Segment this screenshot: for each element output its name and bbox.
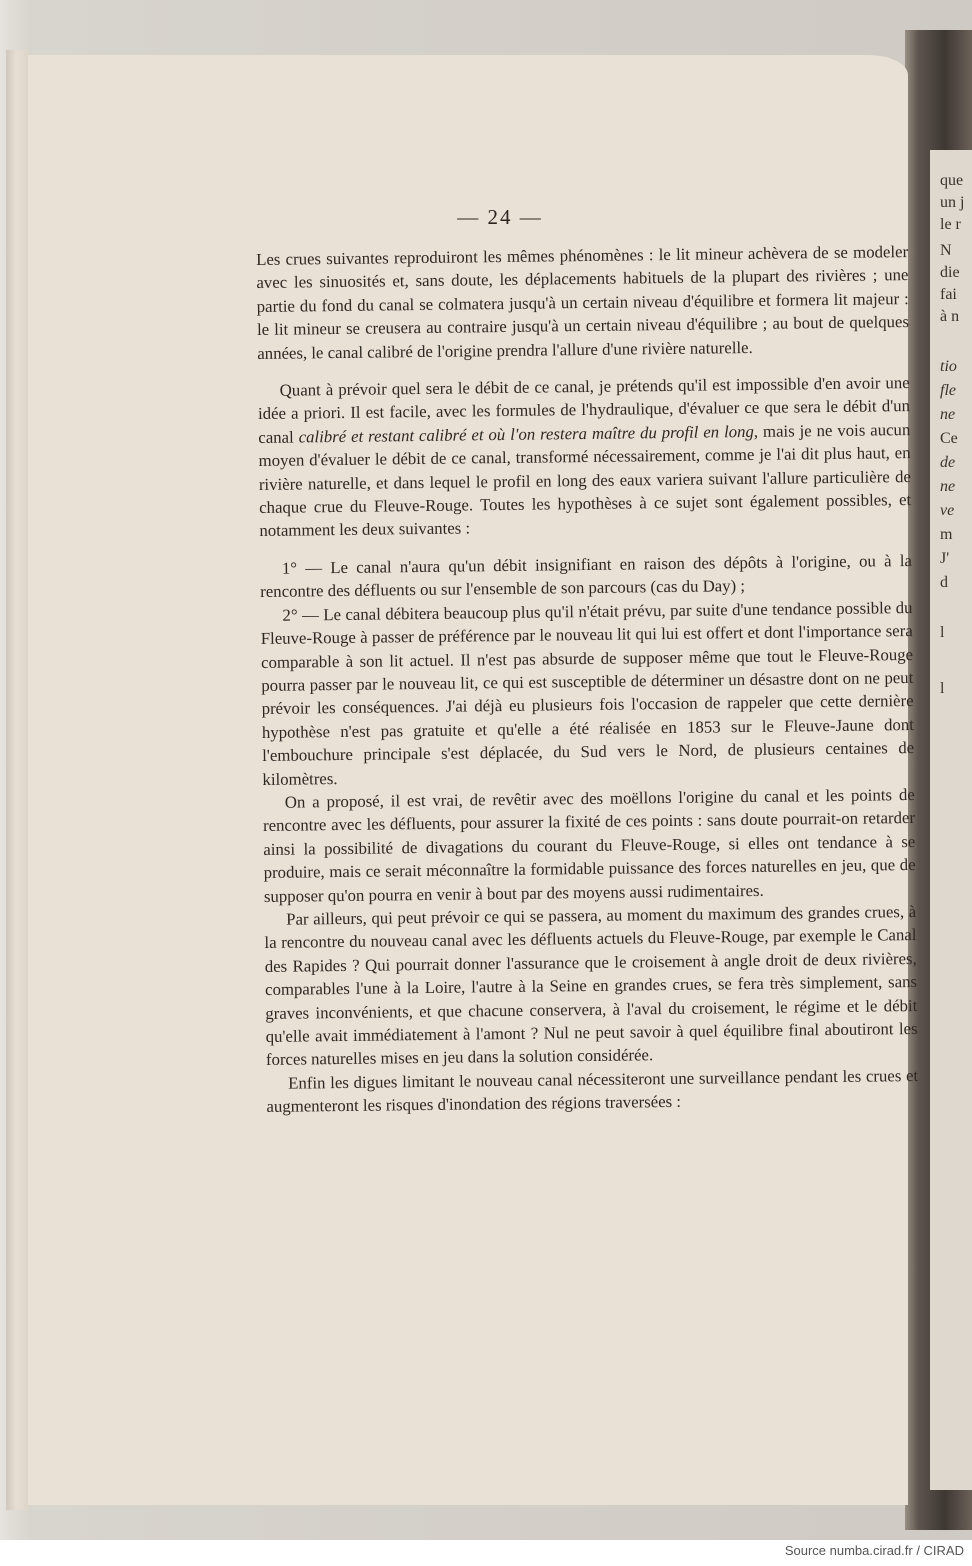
facing-page-fragment: que [940,172,964,189]
italic-phrase: calibré et restant calibré et où l'on restera maître du profil en long [298,421,754,447]
page-number: — 24 — [457,205,543,229]
source-credit: Source numba.cirad.fr / CIRAD [784,1543,964,1558]
list-item: 2° — Le canal débitera beaucoup plus qu'il n'était prévu, par suite d'une tendance possible du Fleuve-Rouge à passer de préférence par le nouveau lit qui lui est offert et dont l'importance sera comparable à son lit actuel. Il n'est pas absurde de supposer même que tout le Fleuve-Rouge pourra passer par le nouveau lit, ce qui est susceptible de déterminer un désastre dont on ne peut prévoir les conséquences. J'ai déjà eu plusieurs fois l'occasion de rappeler que cette dernière hypothèse n'est pas gratuite et qu'elle a été réalisée en 1853 sur le Fleuve-Jaune dont l'embouchure principale s'est déplacée, du Sud vers le Nord, de plusieurs centaines de kilomètres. [260,597,915,789]
facing-page-fragment: l [940,680,945,697]
facing-page-fragment: ve [940,502,955,519]
facing-page-fragment: à n [940,308,960,325]
body-text [256,240,919,1119]
facing-page-fragment: N [940,242,952,259]
facing-page-fragment: fle [940,382,956,399]
facing-page-fragment: un j [940,194,965,211]
facing-page-fragment: die [940,264,960,281]
facing-page-fragment: de [940,454,956,471]
facing-page-fragment: Ce [940,430,958,447]
page-stack-edge [6,50,30,1510]
facing-page-fragment: l [940,624,945,641]
facing-page-fragment: tio [940,358,957,375]
paragraph-text: , mais je ne vois aucun moyen d'évaluer le débit de ce canal, transformé nécessairement, comme je l'ai dit plus haut, en rivière naturelle, et dans lequel le profil en long des eaux variera suivant l'allure particulière de chaque crue du Fleuve-Rouge. Toutes les hypothèses à ce sujet sont également possibles, et notamment les deux suivantes : [258,419,912,541]
paragraph-text: Quant à prévoir quel sera le débit de ce canal, je prétends qu'il est impossible d'en avoir une idée a priori. Il est facile, avec les formules de l'hydraulique, d'évaluer ce que sera le débit d'un canal [257,373,911,447]
facing-page-fragment: J' [940,550,950,567]
facing-page [930,150,972,1490]
facing-page-fragment: m [940,526,953,543]
list-item: 1° — Le canal n'aura qu'un débit insignifiant en raison des dépôts à l'origine, ou à la rencontre des défluents ou sur l'ensemble de son parcours (cas du Day) ; [260,550,912,602]
facing-page-fragment: ne [940,478,956,495]
facing-page-fragment: d [940,574,948,591]
paragraph: On a proposé, il est vrai, de revêtir avec des moëllons l'origine du canal et les points de rencontre avec les défluents, pour assurer la fixité de ces points : sans doute pourrait-on retarder ainsi la possibilité de divagations du courant du Fleuve-Rouge, si elles ont tendance à se produire, mais ce serait méconnaître la formidable puissance des forces naturelles en jeu, que de supposer qu'on pourra en venir à bout par des moyens aussi rudimentaires. [262,784,916,906]
facing-page-fragment: fai [940,286,957,303]
paragraph: Enfin les digues limitant le nouveau canal nécessiteront une surveillance pendant les crues et augmenteront les risques d'inondation des régions traversées : [266,1065,919,1117]
facing-page-fragment: ne [940,406,956,423]
paragraph: Par ailleurs, qui peut prévoir ce qui se passera, au moment du maximum des grandes crues, à la rencontre du nouveau canal avec les défluents actuels du Fleuve-Rouge, par exemple le Canal des Rapides ? Qui pourrait donner l'assurance que le croisement à angle droit de deux rivières, comparables l'une à la Loire, l'autre à la Seine en grandes crues, se fera très simplement, sans graves inconvénients, et que chacune conservera, à l'aval du croisement, le régime et le débit qu'elle avait immédiatement à l'amont ? Nul ne peut savoir à quel équilibre final aboutiront les forces naturelles mises en jeu dans la solution considérée. [264,901,918,1070]
paragraph [258,371,912,543]
paragraph: Les crues suivantes reproduiront les mêmes phénomènes : le lit mineur achèvera de se modeler avec les sinuosités et, sans doute, les déplacements habituels de la plupart des rivières ; une partie du fond du canal se colmatera jusqu'à un certain niveau d'équilibre et formera lit majeur : le lit mineur se creusera au contraire jusqu'à un certain niveau d'équilibre ; au bout de quelques années, le canal calibré de l'origine prendra l'allure d'une rivière naturelle. [256,242,910,363]
facing-page-fragment: le r [940,216,961,233]
